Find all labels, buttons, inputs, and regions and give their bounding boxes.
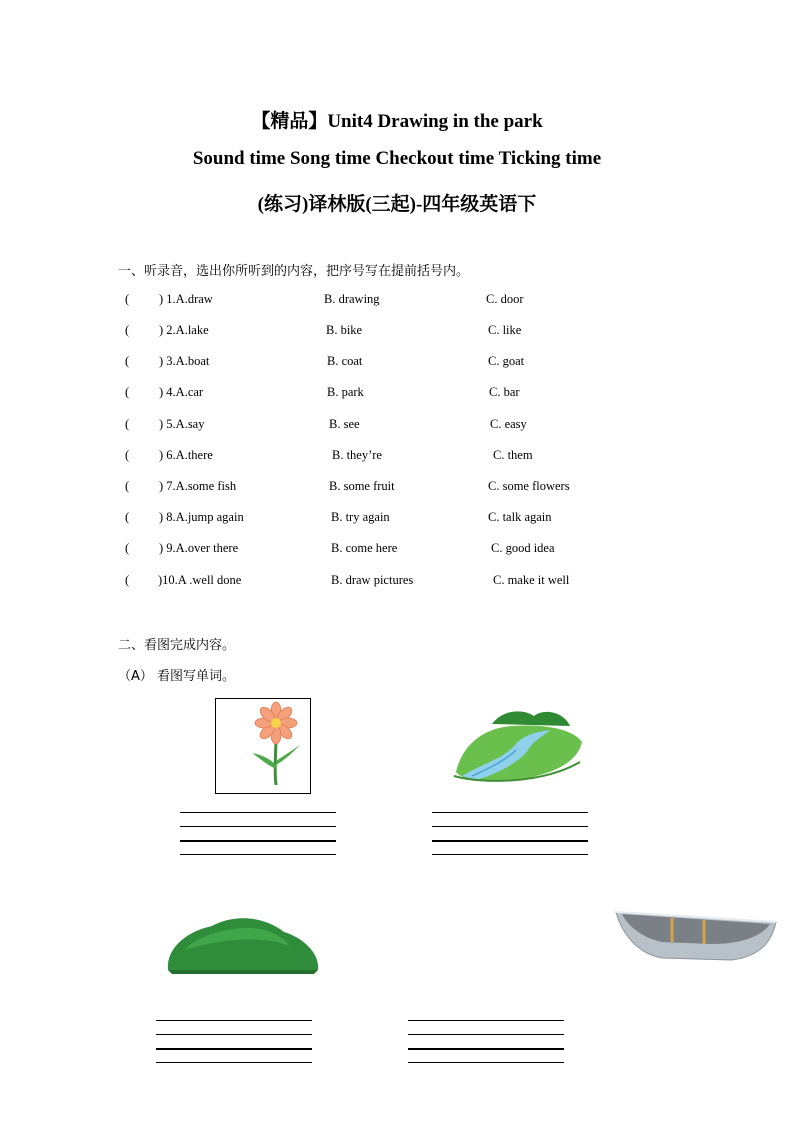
option-c: C. goat [488,354,525,368]
option-c: C. talk again [488,510,552,524]
option-a: ) 1.A.draw [159,292,213,306]
bush-icon [164,910,322,976]
option-a: ) 5.A.say [159,417,205,431]
answer-paren[interactable]: ( [125,448,130,462]
option-b: B. see [329,417,360,431]
option-b: B. they’re [332,448,382,462]
section1-heading: 一、听录音，选出你所听到的内容，把序号写在提前括号内。 [118,264,470,279]
option-c: C. them [493,448,533,462]
option-c: C. make it well [493,573,570,587]
page-title-line1: 【精品】Unit4 Drawing in the park [251,111,543,132]
answer-paren[interactable]: ( [125,354,130,368]
option-b: B. bike [326,323,363,337]
answer-paren[interactable]: ( [125,417,130,431]
page-title-line2: Sound time Song time Checkout time Ticking time [192,148,602,169]
option-c: C. good idea [491,541,555,555]
river-picture [452,706,584,784]
boat-picture [612,904,780,962]
option-a: ) 8.A.jump again [159,510,244,524]
boat-icon [612,904,780,962]
river-icon [452,706,584,784]
option-a: ) 3.A.boat [159,354,210,368]
answer-paren[interactable]: ( [125,323,130,337]
option-b: B. come here [331,541,398,555]
answer-paren[interactable]: ( [125,573,130,587]
option-b: B. drawing [324,292,380,306]
option-a: ) 6.A.there [159,448,213,462]
section2-heading: 二、看图完成内容。 [118,638,236,653]
option-a: ) 2.A.lake [159,323,209,337]
option-a: ) 9.A.over there [159,541,239,555]
option-c: C. bar [489,385,520,399]
option-c: C. easy [490,417,527,431]
option-b: B. coat [327,354,363,368]
option-c: C. door [486,292,524,306]
option-a: ) 7.A.some fish [159,479,237,493]
page-title-line3: (练习)译林版(三起)-四年级英语下 [257,194,537,215]
option-b: B. draw pictures [331,573,414,587]
bush-picture [164,910,322,976]
option-c: C. some flowers [488,479,570,493]
answer-paren[interactable]: ( [125,479,130,493]
option-b: B. some fruit [329,479,395,493]
flower-picture [215,698,311,794]
answer-paren[interactable]: ( [125,292,130,306]
answer-paren[interactable]: ( [125,385,130,399]
section2-sub-a: （A） 看图写单词。 [118,669,236,684]
option-b: B. try again [331,510,390,524]
option-b: B. park [327,385,364,399]
answer-paren[interactable]: ( [125,510,130,524]
answer-paren[interactable]: ( [125,541,130,555]
option-a: )10.A .well done [158,573,242,587]
option-c: C. like [488,323,522,337]
flower-icon [216,699,310,793]
option-a: ) 4.A.car [159,385,204,399]
